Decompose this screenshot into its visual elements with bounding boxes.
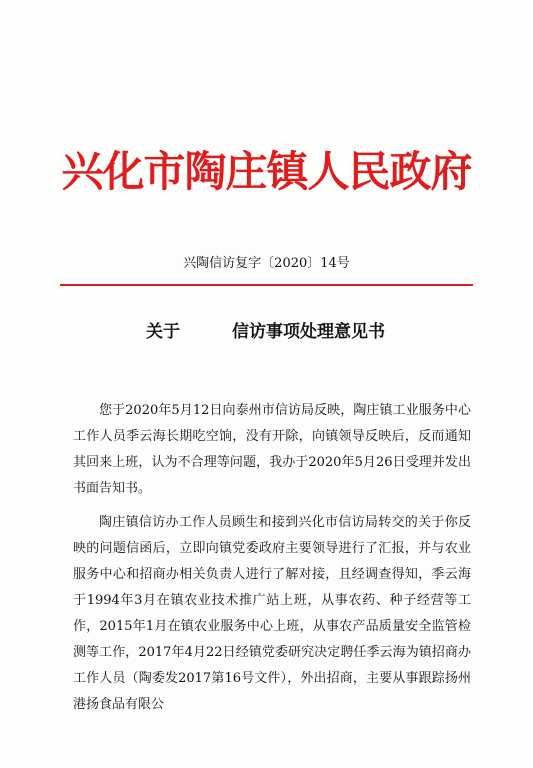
subject-prefix: 关于: [146, 322, 180, 342]
document-number: 兴陶信访复字〔2020〕14号: [183, 256, 350, 271]
document-subject: [0, 320, 533, 344]
body-paragraph-1: 您于2020年5月12日向泰州市信访局反映，陶庄镇工业服务中心工作人员季云海长期吃空饷，没有开除，向镇领导反映后，反而通知其回来上班，认为不合理等问题，我办于2020年5月26日受理并发出书面告知书。: [73, 403, 471, 496]
red-separator-line: [60, 284, 473, 286]
issuing-authority-header: 兴化市陶庄镇人民政府: [61, 147, 472, 196]
document-body: [73, 398, 471, 718]
subject-title: 信访事项处理意见书: [232, 322, 385, 342]
body-paragraph-2: 陶庄镇信访办工作人员顾生和接到兴化市信访局转交的关于你反映的问题信函后，立即向镇党委政府主要领导进行了汇报，并与农业服务中心和招商办相关负责人进行了解对接，且经调查得知，季云海于1994年3月在镇农业技术推广站上班，从事农药、种子经营等工作，2015年1月在镇农业服务中心上班，从事农产品质量安全监管检测等工作，2017年4月22日经镇党委研究决定聘任季云海为镇招商办工作人员（陶委发2017第16号文件），外出招商，主要从事跟踪扬州港扬食品有限公: [73, 515, 471, 712]
